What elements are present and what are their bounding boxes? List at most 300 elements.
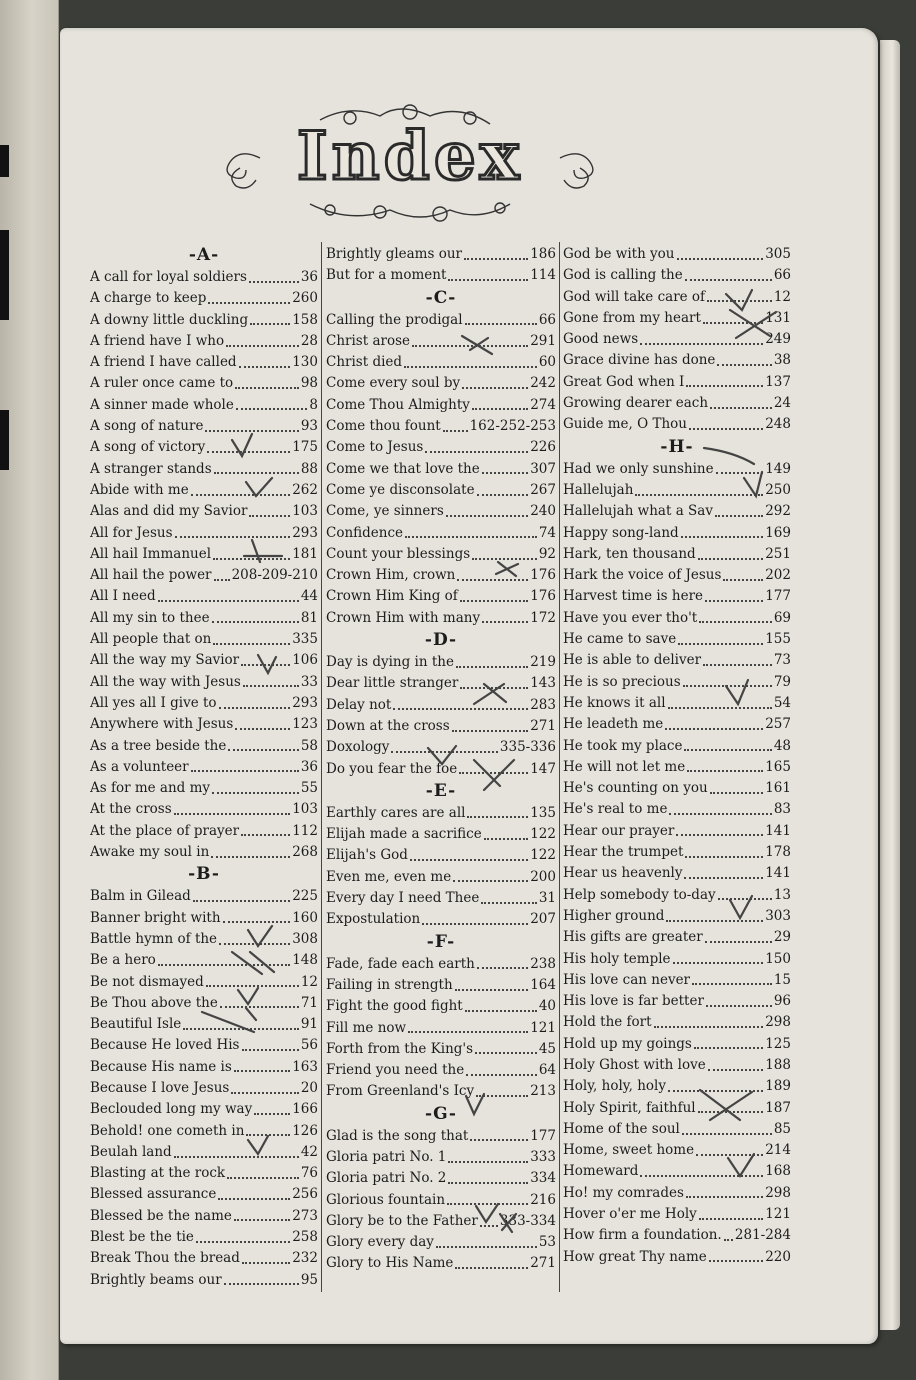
leader-dots: [710, 792, 764, 794]
index-entry: [326, 501, 556, 522]
hymn-title: His holy temple: [563, 950, 671, 967]
page-number: 249: [765, 331, 791, 348]
page-title: Index: [296, 117, 524, 195]
page-number: 36: [300, 758, 318, 775]
index-entry: [563, 1225, 791, 1246]
index-title-banner: [200, 100, 620, 230]
index-entry: [563, 393, 791, 414]
page-number: 164: [530, 976, 556, 993]
hymn-title: Because His name is: [90, 1058, 232, 1075]
index-entry: [90, 929, 318, 950]
page-number: 106: [292, 652, 318, 669]
leader-dots: [706, 1005, 772, 1007]
hymn-title: All hail Immanuel: [90, 545, 212, 562]
hymn-title: Day is dying in the: [326, 654, 454, 671]
index-entry: [90, 586, 318, 607]
leader-dots: [669, 813, 771, 815]
page-number: 169: [765, 524, 791, 541]
index-entry: [90, 1206, 318, 1227]
leader-dots: [206, 985, 299, 987]
hymn-title: All I need: [90, 588, 156, 605]
index-entry: [563, 693, 791, 714]
section-letter-heading: -D-: [424, 630, 458, 651]
hymn-title: Elijah made a sacrifice: [326, 826, 482, 843]
hymn-title: He leadeth me: [563, 716, 664, 733]
index-entry: [563, 885, 791, 906]
leader-dots: [219, 943, 290, 945]
page-number: 141: [765, 865, 791, 882]
index-entry: [326, 352, 556, 373]
leader-dots: [640, 343, 763, 345]
index-entry: [563, 672, 791, 693]
index-entry: [90, 799, 318, 820]
leader-dots: [241, 664, 290, 666]
hymn-title: Banner bright with: [90, 909, 221, 926]
hymn-title: Brightly beams our: [90, 1271, 222, 1288]
leader-dots: [213, 558, 290, 560]
index-entry: [90, 778, 318, 799]
page-number: 281-284: [734, 1227, 791, 1244]
index-entry: [326, 373, 556, 394]
section-letter-heading: -F-: [426, 931, 456, 952]
page-number: 66: [773, 267, 791, 284]
leader-dots: [249, 281, 299, 283]
leader-dots: [412, 345, 528, 347]
page-number: 98: [300, 375, 318, 392]
leader-dots: [724, 1239, 733, 1241]
hymn-title: Calling the prodigal: [326, 311, 463, 328]
hymn-title: A sinner made whole: [90, 396, 234, 413]
leader-dots: [254, 1113, 290, 1115]
leader-dots: [455, 1267, 528, 1269]
index-entry: [326, 867, 556, 888]
hymn-title: Friend you need the: [326, 1062, 465, 1079]
leader-dots: [391, 751, 497, 753]
index-entry: [563, 1247, 791, 1268]
index-entry: [563, 265, 791, 286]
hymn-title: Because I love Jesus: [90, 1079, 230, 1096]
leader-dots: [694, 1047, 763, 1049]
page-number: 53: [538, 1234, 556, 1251]
hymn-title: Crown Him King of: [326, 588, 458, 605]
hymn-title: He's real to me: [563, 801, 668, 818]
index-entry: [563, 736, 791, 757]
page-number: 121: [765, 1206, 791, 1223]
leader-dots: [183, 1028, 299, 1030]
index-entry: [326, 803, 556, 824]
index-entry: [563, 799, 791, 820]
hymn-title: Be not dismayed: [90, 973, 204, 990]
hymn-title: Growing dearer each: [563, 395, 709, 412]
leader-dots: [703, 664, 772, 666]
leader-dots: [211, 856, 290, 858]
index-entry: [90, 480, 318, 501]
hymn-title: His love is far better: [563, 993, 704, 1010]
leader-dots: [453, 880, 528, 882]
hymn-title: God will take care of: [563, 288, 706, 305]
index-entry: [90, 267, 318, 288]
leader-dots: [191, 494, 291, 496]
hymn-title: Gloria patri No. 1: [326, 1148, 447, 1165]
index-entry: [90, 736, 318, 757]
leader-dots: [235, 387, 299, 389]
hymn-title: How firm a foundation.: [563, 1227, 722, 1244]
hymn-title: Happy song-land: [563, 524, 679, 541]
leader-dots: [405, 536, 537, 538]
hymn-title: Anywhere with Jesus: [90, 716, 234, 733]
leader-dots: [472, 558, 537, 560]
index-entry: [326, 1081, 556, 1102]
index-entry: [563, 565, 791, 586]
index-entry: [563, 1034, 791, 1055]
leader-dots: [715, 515, 763, 517]
index-entry: [326, 759, 556, 780]
hymn-title: God be with you: [563, 246, 675, 262]
page-number: 177: [765, 588, 791, 605]
hymn-title: At the cross: [90, 801, 172, 818]
leader-dots: [466, 1074, 537, 1076]
leader-dots: [205, 430, 298, 432]
index-entry: [326, 310, 556, 331]
leader-dots: [158, 600, 299, 602]
hymn-title: Hallelujah what a Sav: [563, 503, 713, 520]
leader-dots: [484, 838, 529, 840]
page-number: 143: [530, 675, 556, 692]
index-entry: [563, 1012, 791, 1033]
hymn-title: Hark the voice of Jesus: [563, 567, 722, 584]
hymn-title: Grace divine has done: [563, 352, 716, 369]
hymn-title: Hold up my goings: [563, 1035, 692, 1052]
hymn-title: Break Thou the bread: [90, 1250, 240, 1267]
leader-dots: [239, 366, 291, 368]
index-entry: [563, 586, 791, 607]
leader-dots: [666, 920, 763, 922]
leader-dots: [477, 494, 529, 496]
hymn-title: All yes all I give to: [90, 694, 217, 711]
hymn-title: A call for loyal soldiers: [90, 269, 247, 285]
page-number: 42: [300, 1143, 318, 1160]
hymn-title: A song of victory: [90, 439, 206, 456]
page-number: 60: [538, 354, 556, 371]
section-letter-heading: -E-: [425, 780, 457, 801]
leader-dots: [665, 728, 763, 730]
page-number: 123: [292, 716, 318, 733]
page-number: 12: [773, 288, 791, 305]
hymn-title: Good news: [563, 331, 639, 348]
index-entry: [326, 1253, 556, 1274]
leader-dots: [408, 1031, 528, 1033]
leader-dots: [699, 621, 772, 623]
index-entry: [326, 954, 556, 975]
leader-dots: [465, 323, 537, 325]
leader-dots: [709, 1260, 763, 1262]
page-number: 28: [300, 332, 318, 349]
page-number: 81: [300, 609, 318, 626]
leader-dots: [698, 1111, 764, 1113]
index-entry: [90, 908, 318, 929]
index-entry: [326, 1232, 556, 1253]
index-entry: [90, 1163, 318, 1184]
index-entry: [90, 459, 318, 480]
leader-dots: [208, 302, 290, 304]
index-entry: [326, 1211, 556, 1232]
hymn-title: As for me and my: [90, 780, 211, 797]
page-number: 150: [765, 950, 791, 967]
index-entry: [326, 480, 556, 501]
page-number: 333-334: [499, 1212, 556, 1229]
leader-dots: [241, 834, 290, 836]
page-number: 273: [292, 1207, 318, 1224]
hymn-title: A friend I have called: [90, 354, 237, 371]
index-entry: [326, 437, 556, 458]
index-entry: [90, 288, 318, 309]
page-number: 85: [773, 1120, 791, 1137]
hymn-title: Have you ever tho't: [563, 609, 698, 626]
page-number: 126: [292, 1122, 318, 1139]
leader-dots: [696, 1154, 763, 1156]
page-number: 36: [300, 269, 318, 285]
index-entry: [326, 996, 556, 1017]
hymn-title: Glorious fountain: [326, 1191, 446, 1208]
hymn-title: Crown Him with many: [326, 609, 481, 626]
page-number: 29: [773, 929, 791, 946]
page-number: 188: [765, 1056, 791, 1073]
facing-page-edge: [0, 0, 59, 1380]
hymn-title: Fight the good fight: [326, 998, 463, 1015]
page-number: 257: [765, 716, 791, 733]
index-entry: [90, 1270, 318, 1291]
hymn-title: Earthly cares are all: [326, 804, 466, 821]
page-number: 248: [765, 416, 791, 433]
page-number: 155: [765, 631, 791, 648]
index-entry: [90, 821, 318, 842]
hymn-title: Forth from the King's: [326, 1040, 474, 1057]
index-entry: [326, 888, 556, 909]
hymn-title: He took my place: [563, 737, 683, 754]
index-entry: [326, 1168, 556, 1189]
page-number: 56: [300, 1037, 318, 1054]
hymn-title: Glory be to the Father: [326, 1212, 478, 1229]
page-number: 172: [530, 609, 556, 626]
leader-dots: [481, 902, 536, 904]
leader-dots: [425, 451, 528, 453]
page-number: 307: [530, 460, 556, 477]
index-entry: [326, 737, 556, 758]
leader-dots: [213, 643, 290, 645]
hymn-title: He is so precious: [563, 673, 681, 690]
hymn-title: Failing in strength: [326, 976, 453, 993]
page-number: 79: [773, 673, 791, 690]
index-entry: [90, 650, 318, 671]
leader-dots: [689, 428, 763, 430]
index-entry: [563, 480, 791, 501]
index-entry: [90, 1035, 318, 1056]
hymn-title: Confidence: [326, 524, 404, 541]
page-number: 122: [530, 847, 556, 864]
page-number: 303: [765, 907, 791, 924]
hymn-title: Hear the trumpet: [563, 844, 684, 861]
leader-dots: [482, 621, 528, 623]
index-entry: [326, 845, 556, 866]
leader-dots: [250, 323, 290, 325]
page-number: 333: [530, 1148, 556, 1165]
page-number: 262: [292, 481, 318, 498]
page-number: 38: [773, 352, 791, 369]
leader-dots: [482, 472, 528, 474]
leader-dots: [707, 300, 772, 302]
page-number: 71: [300, 994, 318, 1011]
leader-dots: [703, 322, 763, 324]
hymn-title: Blessed assurance: [90, 1186, 217, 1203]
index-entry: [90, 352, 318, 373]
hymn-title: Because He loved His: [90, 1037, 240, 1054]
hymn-title: Hark, ten thousand: [563, 545, 696, 562]
page-number: 40: [538, 998, 556, 1015]
index-entry: [326, 652, 556, 673]
index-entry: [563, 350, 791, 371]
hymn-title: Alas and did my Savior: [90, 503, 248, 520]
hymn-title: Gloria patri No. 2: [326, 1170, 447, 1187]
page-number: 181: [292, 545, 318, 562]
index-entry: [326, 1126, 556, 1147]
hymn-title: Hear our prayer: [563, 822, 675, 839]
page-number: 283: [530, 696, 556, 713]
index-entry: [563, 523, 791, 544]
leader-dots: [457, 579, 528, 581]
leader-dots: [223, 921, 291, 923]
page-number: 175: [292, 439, 318, 456]
leader-dots: [242, 1262, 290, 1264]
page-number: 73: [773, 652, 791, 669]
page-number: 74: [538, 524, 556, 541]
index-entry: [563, 1161, 791, 1182]
index-entry: [90, 886, 318, 907]
leader-dots: [476, 1095, 528, 1097]
index-entry: [326, 331, 556, 352]
hymn-title: Be Thou above the: [90, 994, 218, 1011]
leader-dots: [460, 687, 528, 689]
index-entry: [326, 565, 556, 586]
page-number: 92: [538, 545, 556, 562]
page-number: 91: [300, 1016, 318, 1033]
leader-dots: [447, 1203, 528, 1205]
leader-dots: [452, 730, 529, 732]
hymn-title: Holy Spirit, faithful: [563, 1099, 696, 1116]
index-entry: [563, 501, 791, 522]
hymn-title: Christ arose: [326, 332, 410, 349]
leader-dots: [410, 859, 528, 861]
leader-dots: [448, 279, 528, 281]
index-entry: [563, 821, 791, 842]
index-entry: [326, 909, 556, 930]
page-number: 225: [292, 888, 318, 905]
index-entry: [326, 673, 556, 694]
page-number: 131: [765, 309, 791, 326]
index-entry: [563, 1204, 791, 1225]
leader-dots: [246, 1134, 290, 1136]
hymn-title: Be a hero: [90, 952, 156, 969]
index-entry: [563, 244, 791, 265]
leader-dots: [174, 1156, 299, 1158]
hymn-title: He's counting on you: [563, 780, 708, 797]
page-number: 202: [765, 567, 791, 584]
index-column-3: [563, 244, 791, 1268]
page-number: 147: [530, 760, 556, 777]
leader-dots: [684, 749, 771, 751]
hymn-title: Come thou fount: [326, 418, 441, 435]
leader-dots: [708, 1069, 763, 1071]
leader-dots: [654, 1026, 764, 1028]
leader-dots: [686, 1196, 763, 1198]
hymn-title: Down at the cross: [326, 717, 450, 734]
page-number: 88: [300, 460, 318, 477]
hymn-title: Had we only sunshine: [563, 460, 714, 477]
hymn-title: All the way my Savior: [90, 652, 240, 669]
page-number: 177: [530, 1127, 556, 1144]
hymn-title: Battle hymn of the: [90, 930, 218, 947]
index-entry: [326, 586, 556, 607]
column-divider: [321, 242, 322, 1292]
leader-dots: [668, 1090, 763, 1092]
page-number: 48: [773, 737, 791, 754]
hymn-title: Help somebody to-day: [563, 886, 716, 903]
index-entry: [563, 608, 791, 629]
page-number: 12: [300, 973, 318, 990]
leader-dots: [673, 962, 764, 964]
leader-dots: [685, 279, 772, 281]
page-number: 258: [292, 1229, 318, 1246]
page-number: 76: [300, 1165, 318, 1182]
page-number: 189: [765, 1078, 791, 1095]
page-number: 232: [292, 1250, 318, 1267]
index-entry: [326, 523, 556, 544]
hymn-title: Count your blessings: [326, 545, 471, 562]
hymn-title: God is calling the: [563, 267, 683, 284]
leader-dots: [692, 983, 772, 985]
leader-dots: [226, 345, 299, 347]
index-entry: [90, 842, 318, 863]
page-number: 103: [292, 503, 318, 520]
page-number: 268: [292, 844, 318, 861]
page-number: 187: [765, 1099, 791, 1116]
page-number: 240: [530, 503, 556, 520]
page-number: 242: [530, 375, 556, 392]
page-number: 83: [773, 801, 791, 818]
leader-dots: [635, 494, 763, 496]
page-number: 298: [765, 1014, 791, 1031]
leader-dots: [705, 941, 772, 943]
hymn-title: Come, ye sinners: [326, 503, 444, 520]
page-number: 334: [530, 1170, 556, 1187]
page-number: 163: [292, 1058, 318, 1075]
hymn-title: A charge to keep: [90, 290, 207, 307]
page-number: 135: [530, 804, 556, 821]
index-entry: [326, 695, 556, 716]
leader-dots: [456, 666, 528, 668]
leader-dots: [218, 1198, 290, 1200]
index-entry: [90, 373, 318, 394]
leader-dots: [235, 728, 290, 730]
leader-dots: [668, 707, 772, 709]
hymn-title: Hallelujah: [563, 481, 634, 498]
page-number: 45: [538, 1040, 556, 1057]
index-entry: [563, 1119, 791, 1140]
index-entry: [563, 714, 791, 735]
hymn-title: Beulah land: [90, 1143, 172, 1160]
leader-dots: [472, 408, 528, 410]
index-entry: [563, 287, 791, 308]
index-entry: [326, 416, 556, 437]
